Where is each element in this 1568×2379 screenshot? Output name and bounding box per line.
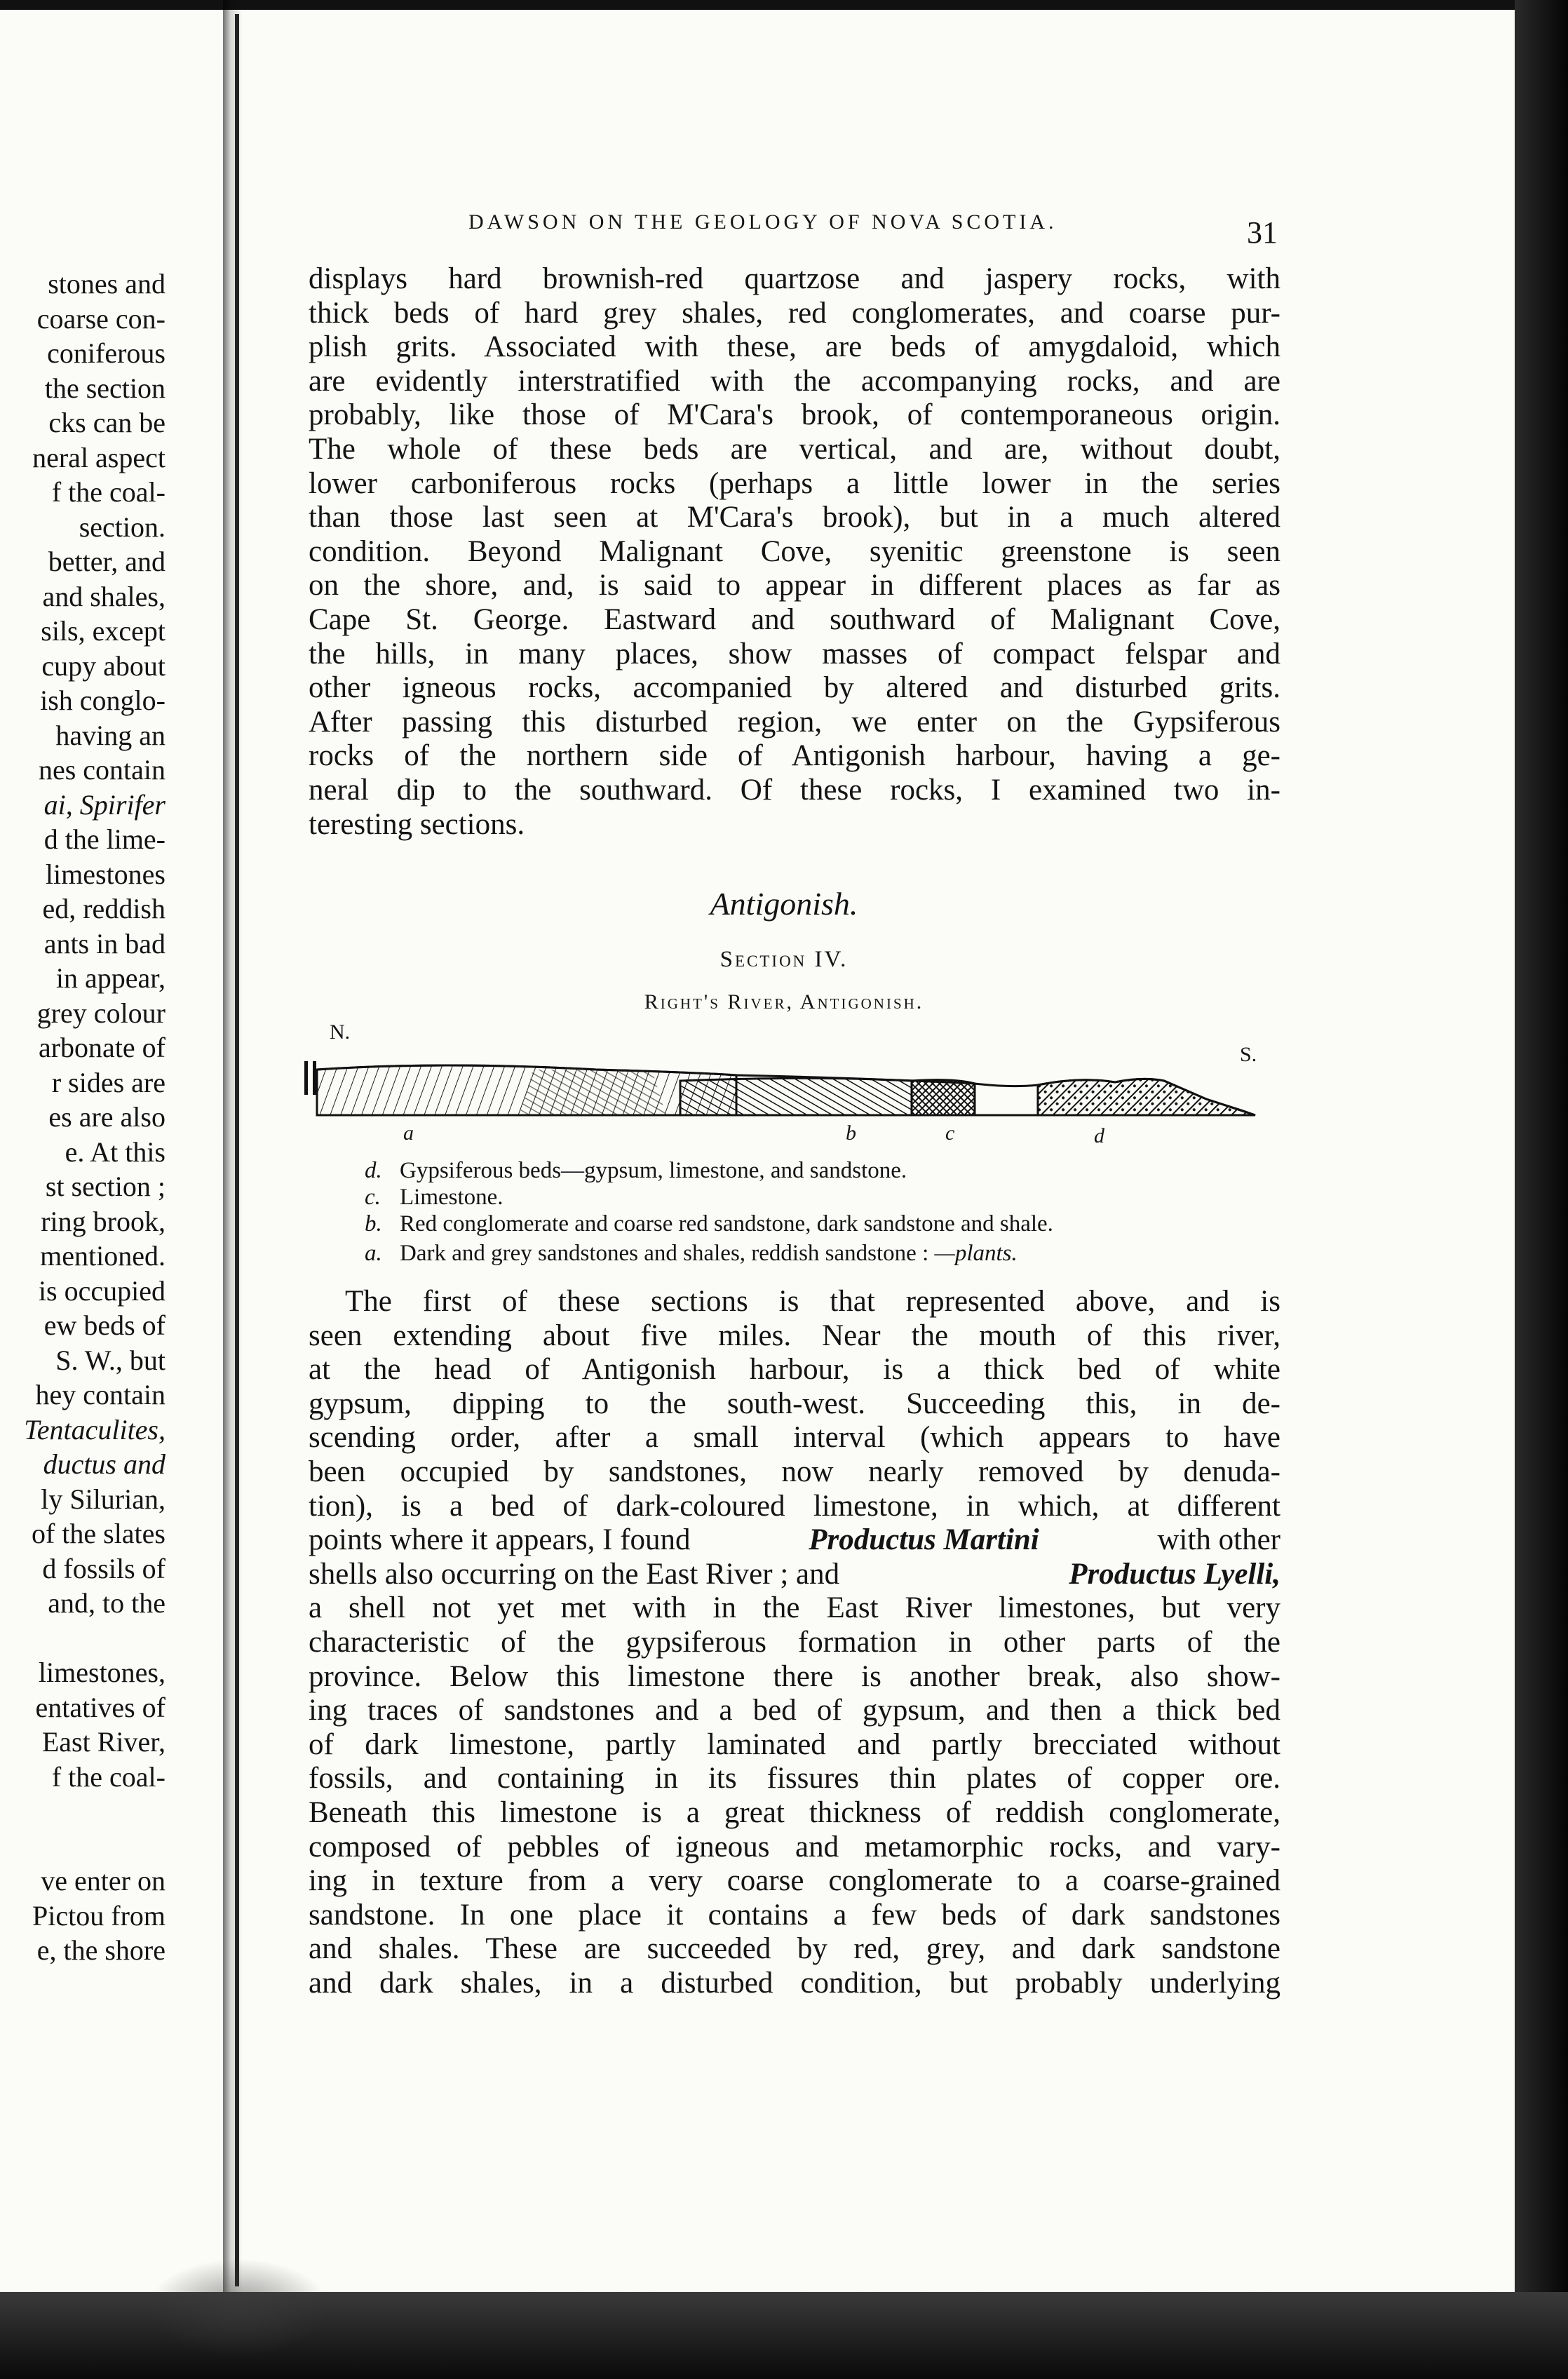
running-head: DAWSON ON THE GEOLOGY OF NOVA SCOTIA. <box>468 210 1057 234</box>
left-page-line: entatives of <box>35 1691 165 1723</box>
left-page-line: Pictou from <box>32 1899 165 1932</box>
left-page-line: d fossils of <box>42 1552 165 1584</box>
text-line: and dark shales, in a disturbed condition, but probably underlying <box>309 1966 1280 2000</box>
bed-a2 <box>519 1070 666 1115</box>
left-page-line: and shales, <box>42 580 165 612</box>
paragraph-2 <box>309 1285 1280 2000</box>
legend-row: d. Gypsiferous beds—gypsum, limestone, and sandstone. <box>365 1158 907 1183</box>
text-line: a shell not yet met with in the East River limestones, but very <box>309 1591 1280 1625</box>
left-page-fragments <box>0 267 165 1968</box>
legend-row: a. Dark and grey sandstones and shales, reddish sandstone : —plants. <box>365 1241 1018 1266</box>
scan-right-edge <box>1515 0 1568 2379</box>
left-page-line: the section <box>44 372 165 404</box>
left-page-line: section. <box>79 511 165 543</box>
left-page-line: r sides are <box>51 1066 165 1098</box>
text-line: sandstone. In one place it contains a few beds of dark sandstones <box>309 1898 1280 1932</box>
species-name: Productus Martini <box>809 1523 1039 1557</box>
label-c: c <box>945 1121 955 1145</box>
text-line: teresting sections. <box>309 807 525 841</box>
compass-south: S. <box>1240 1043 1257 1066</box>
bed-c <box>912 1080 975 1115</box>
text-line: tion), is a bed of dark-coloured limestone, in which, at different <box>309 1489 1280 1523</box>
text-line: condition. Beyond Malignant Cove, syenitic greenstone is seen <box>309 534 1280 568</box>
text-line: of dark limestone, partly laminated and partly brecciated without <box>309 1727 1280 1761</box>
cliff-bar-1 <box>304 1061 308 1095</box>
text-line: fossils, and containing in its fissures thin plates of copper ore. <box>309 1762 1280 1795</box>
section-subtitle: Right's River, Antigonish. <box>644 990 924 1013</box>
left-page-line: arbonate of <box>38 1032 165 1063</box>
text-line: province. Below this limestone there is another break, also show- <box>309 1659 1280 1693</box>
left-page-line <box>0 1829 165 1864</box>
left-page-line: hey contain <box>35 1379 165 1410</box>
text-line: lower carboniferous rocks (perhaps a little lower in the series <box>309 466 1280 500</box>
scan-smudge <box>147 2258 330 2357</box>
left-page-line: e, the shore <box>36 1934 165 1966</box>
book-gutter-line <box>235 14 239 2286</box>
subheading: Antigonish. <box>710 886 858 922</box>
left-page-line <box>0 1621 165 1656</box>
left-page-line: stones and <box>48 268 165 299</box>
text-line: scending order, after a small interval (which appears to have <box>309 1421 1280 1455</box>
left-page-line: mentioned. <box>40 1240 165 1272</box>
text-line: composed of pebbles of igneous and metamorphic rocks, and vary- <box>309 1830 1280 1864</box>
left-page-line: and, to the <box>48 1587 165 1619</box>
left-page-line: f the coal- <box>51 476 165 508</box>
interval <box>975 1084 1038 1115</box>
left-page-line: having an <box>55 719 165 751</box>
text-line: the hills, in many places, show masses of compact felspar and <box>309 637 1280 670</box>
left-page-line: Tentaculites, <box>24 1413 165 1445</box>
left-page-line: S. W., but <box>55 1344 165 1376</box>
text-line: seen extending about five miles. Near the mouth of this river, <box>309 1319 1280 1352</box>
text-line: at the head of Antigonish harbour, is a thick bed of white <box>309 1353 1280 1387</box>
section-title: Section IV. <box>719 947 849 972</box>
left-page-line: ductus and <box>43 1448 165 1480</box>
text-line: other igneous rocks, accompanied by altered and disturbed grits. <box>309 671 1280 705</box>
left-page-line: ai, Spirifer <box>43 788 165 821</box>
section-figure <box>302 1020 1283 1154</box>
text-line: been occupied by sandstones, now nearly removed by denuda- <box>309 1455 1280 1488</box>
left-page-line: in appear, <box>55 962 165 994</box>
left-page-line: East River, <box>41 1726 165 1758</box>
text-line: probably, like those of M'Cara's brook, of contemporaneous origin. <box>309 398 1280 432</box>
text-line: ing in texture from a very coarse conglomerate to a coarse-grained <box>309 1864 1280 1898</box>
left-page-line: ants in bad <box>43 927 165 959</box>
bed-d <box>1038 1079 1255 1115</box>
cross-section-drawing <box>302 1020 1283 1154</box>
left-page-line: grey colour <box>36 997 165 1029</box>
left-page-line: st section ; <box>45 1171 165 1202</box>
bed-b <box>680 1078 912 1115</box>
text-line: rocks of the northern side of Antigonish harbour, having a ge- <box>309 739 1280 773</box>
compass-north: N. <box>330 1020 351 1044</box>
text-line: The whole of these beds are vertical, and are, without doubt, <box>309 432 1280 466</box>
left-page-line: coarse con- <box>36 302 165 335</box>
label-d: d <box>1094 1124 1104 1147</box>
left-page-line: coniferous <box>47 337 165 369</box>
left-page-line: limestones, <box>38 1657 165 1688</box>
text-line: and shales. These are succeeded by red, grey, and dark sandstone <box>309 1932 1280 1966</box>
left-page-line: of the slates <box>31 1518 165 1549</box>
figure-legend <box>365 1156 1276 1268</box>
left-page-line: ve enter on <box>41 1865 165 1896</box>
label-a: a <box>403 1121 414 1145</box>
text-line-species-1: points where it appears, I found Productus Martini with other <box>309 1523 1280 1557</box>
left-page-line: d the lime- <box>43 823 165 855</box>
text-line: thick beds of hard grey shales, red conglomerates, and coarse pur- <box>309 296 1280 330</box>
left-page-line: better, and <box>48 546 165 577</box>
book-gutter-shadow <box>223 0 243 2314</box>
left-page-line: nes contain <box>38 754 165 786</box>
text-line: Cape St. George. Eastward and southward of Malignant Cove, <box>309 602 1280 636</box>
text-line: are evidently interstratified with the accompanying rocks, and are <box>309 364 1280 398</box>
text-line: gypsum, dipping to the south-west. Succeeding this, in de- <box>309 1387 1280 1420</box>
left-page-line: cupy about <box>41 649 165 682</box>
legend-row: b. Red conglomerate and coarse red sandstone, dark sandstone and shale. <box>365 1211 1053 1236</box>
paragraph-1 <box>309 262 1280 842</box>
text-line: plish grits. Associated with these, are beds of amygdaloid, which <box>309 330 1280 364</box>
cliff-bar-2 <box>313 1061 316 1095</box>
text-line: characteristic of the gypsiferous formation in other parts of the <box>309 1625 1280 1659</box>
paragraph-2-rest <box>309 1591 1280 2000</box>
left-page-line: sils, except <box>41 615 165 647</box>
left-page-line: e. At this <box>65 1135 165 1168</box>
left-page-line: cks can be <box>48 407 165 438</box>
text-line: than those last seen at M'Cara's brook), but in a much altered <box>309 501 1280 534</box>
text-line: on the shore, and, is said to appear in different places as far as <box>309 569 1280 602</box>
text-line: ing traces of sandstones and a bed of gypsum, and then a thick bed <box>309 1694 1280 1727</box>
left-page-line: limestones <box>45 858 165 890</box>
species-name: Productus Lyelli, <box>1069 1557 1280 1591</box>
page-number: 31 <box>1247 215 1278 250</box>
left-page-line: ish conglo- <box>40 685 165 716</box>
text-line-species-2: shells also occurring on the East River ; and Productus Lyelli, <box>309 1557 1280 1591</box>
label-b: b <box>846 1121 856 1145</box>
left-page-line: ed, reddish <box>42 893 165 924</box>
left-page-line <box>0 1794 165 1829</box>
text-line: displays hard brownish-red quartzose and jaspery rocks, with <box>309 262 1280 295</box>
text-line: neral dip to the southward. Of these rocks, I examined two in- <box>309 773 1280 807</box>
legend-row: c. Limestone. <box>365 1185 503 1210</box>
text-line: Beneath this limestone is a great thickness of reddish conglomerate, <box>309 1795 1280 1829</box>
left-page-line: ly Silurian, <box>41 1483 165 1515</box>
left-page-line: ew beds of <box>43 1309 165 1341</box>
left-page-line: es are also <box>48 1101 165 1133</box>
text-line: The first of these sections is that represented above, and is <box>345 1285 1280 1318</box>
left-page-line: neral aspect <box>32 441 165 473</box>
left-page-line: f the coal- <box>51 1760 165 1793</box>
left-page-line: is occupied <box>38 1274 165 1307</box>
text-line: After passing this disturbed region, we enter on the Gypsiferous <box>309 705 1280 739</box>
left-page-line: ring brook, <box>41 1205 165 1237</box>
